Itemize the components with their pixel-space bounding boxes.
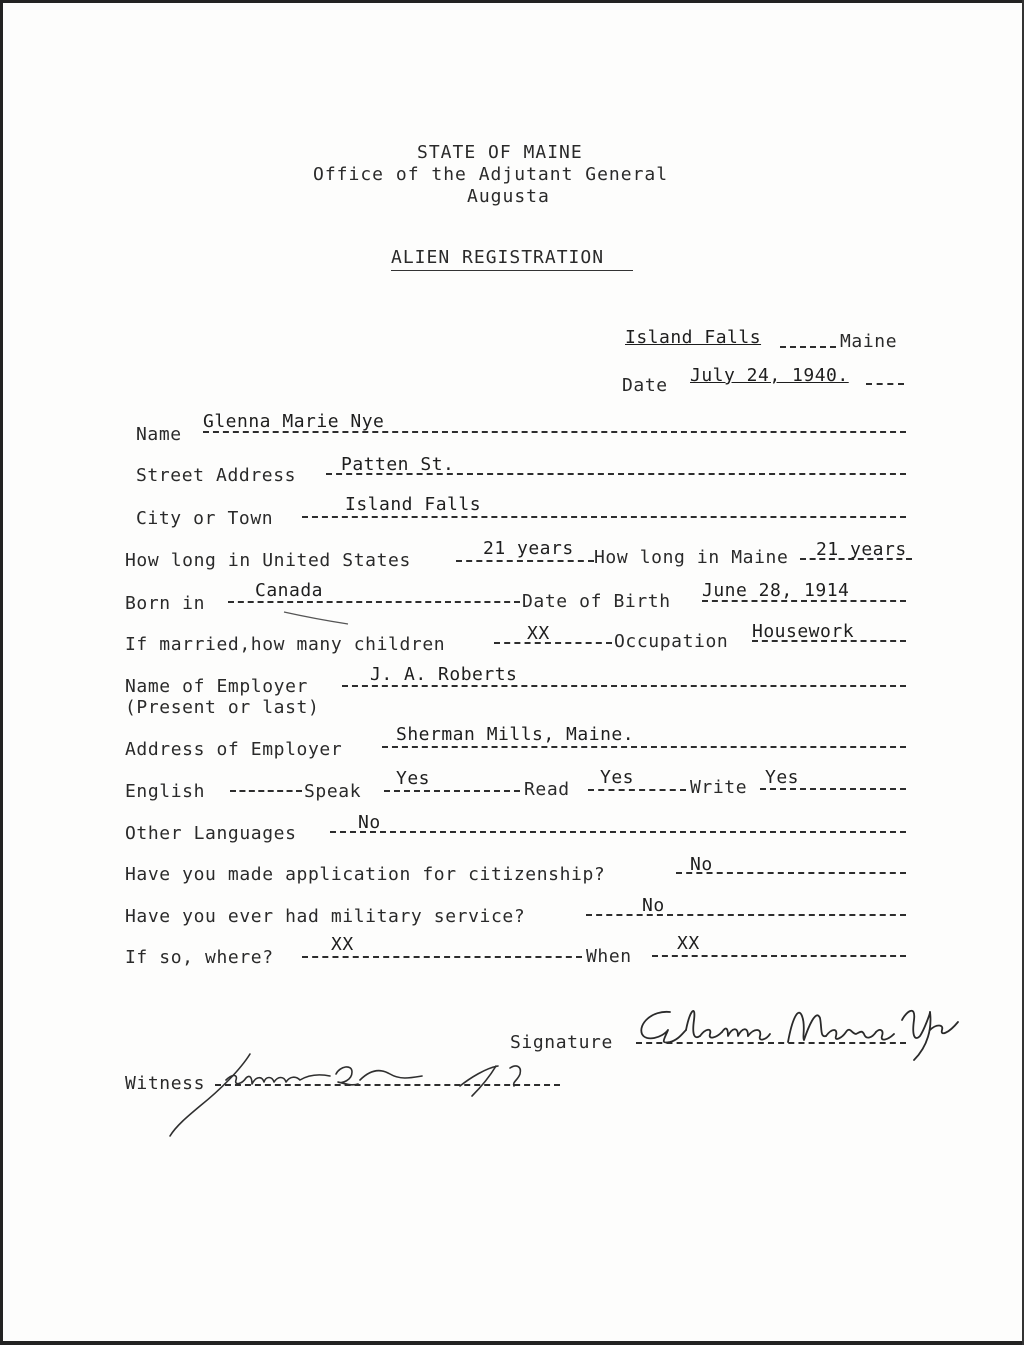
where-line [302, 956, 582, 958]
pen-mark [282, 608, 352, 628]
write-value: Yes [765, 767, 800, 788]
where-label: If so, where? [125, 947, 274, 968]
us-years-label: How long in United States [125, 550, 411, 571]
header-office: Office of the Adjutant General [313, 164, 669, 185]
name-value: Glenna Marie Nye [203, 411, 385, 432]
read-value: Yes [600, 767, 635, 788]
maine-years-label: How long in Maine [594, 547, 789, 568]
other-languages-label: Other Languages [125, 823, 297, 844]
employer-sublabel: (Present or last) [125, 697, 320, 718]
date-dashes [866, 383, 904, 385]
occupation-value: Housework [752, 621, 855, 642]
employer-address-label: Address of Employer [125, 739, 343, 760]
date-label: Date [622, 375, 668, 396]
state-label: Maine [840, 331, 898, 352]
scan-border-top [0, 0, 1024, 3]
street-value: Patten St. [341, 454, 455, 475]
employer-address-line [382, 746, 906, 748]
other-languages-value: No [358, 812, 381, 833]
title-underline [391, 270, 633, 271]
read-line [588, 789, 686, 791]
english-dashes [230, 790, 302, 792]
military-line [586, 914, 906, 916]
witness-handwriting [160, 1040, 580, 1140]
when-label: When [586, 946, 632, 967]
occupation-label: Occupation [614, 631, 729, 652]
dob-label: Date of Birth [522, 591, 671, 612]
when-line [652, 955, 906, 957]
born-value: Canada [255, 580, 324, 601]
when-value: XX [677, 933, 700, 954]
speak-line [384, 790, 520, 792]
witness-label: Witness [125, 1073, 206, 1094]
town-dashes [780, 346, 836, 348]
military-label: Have you ever had military service? [125, 906, 526, 927]
born-label: Born in [125, 593, 206, 614]
citizenship-value: No [690, 854, 713, 875]
town-value: Island Falls [625, 327, 762, 348]
us-years-value: 21 years [483, 538, 574, 559]
other-languages-line [330, 831, 906, 833]
write-label: Write [690, 777, 748, 798]
maine-years-value: 21 years [816, 539, 907, 560]
name-line [203, 431, 906, 433]
scan-border-bottom [0, 1341, 1024, 1345]
english-label: English [125, 781, 206, 802]
form-title: ALIEN REGISTRATION [391, 247, 605, 268]
speak-value: Yes [396, 768, 431, 789]
header-state: STATE OF MAINE [417, 142, 583, 163]
read-label: Read [524, 779, 570, 800]
employer-value: J. A. Roberts [370, 664, 518, 685]
speak-label: Speak [304, 781, 362, 802]
occupation-line [752, 640, 906, 642]
employer-label: Name of Employer [125, 676, 308, 697]
children-label: If married,how many children [125, 634, 446, 655]
signature-handwriting [630, 990, 990, 1070]
citizenship-label: Have you made application for citizenship? [125, 864, 606, 885]
street-label: Street Address [136, 465, 297, 486]
citizenship-line [676, 872, 906, 874]
city-label: City or Town [136, 508, 274, 529]
street-line [326, 473, 906, 475]
scan-border-left [0, 0, 3, 1345]
date-value: July 24, 1940. [690, 365, 849, 386]
employer-line [342, 685, 906, 687]
city-line [302, 516, 906, 518]
children-value: XX [527, 623, 550, 644]
where-value: XX [331, 934, 354, 955]
city-value: Island Falls [345, 494, 482, 515]
dob-value: June 28, 1914 [702, 580, 850, 601]
us-years-line [456, 560, 594, 562]
born-line [228, 601, 520, 603]
military-value: No [642, 895, 665, 916]
children-line [494, 642, 612, 644]
header-city: Augusta [467, 186, 550, 207]
name-label: Name [136, 424, 182, 445]
signature-label: Signature [510, 1032, 613, 1053]
dob-line [702, 600, 906, 602]
write-line [760, 788, 906, 790]
employer-address-value: Sherman Mills, Maine. [396, 724, 635, 745]
maine-years-line [800, 558, 912, 560]
